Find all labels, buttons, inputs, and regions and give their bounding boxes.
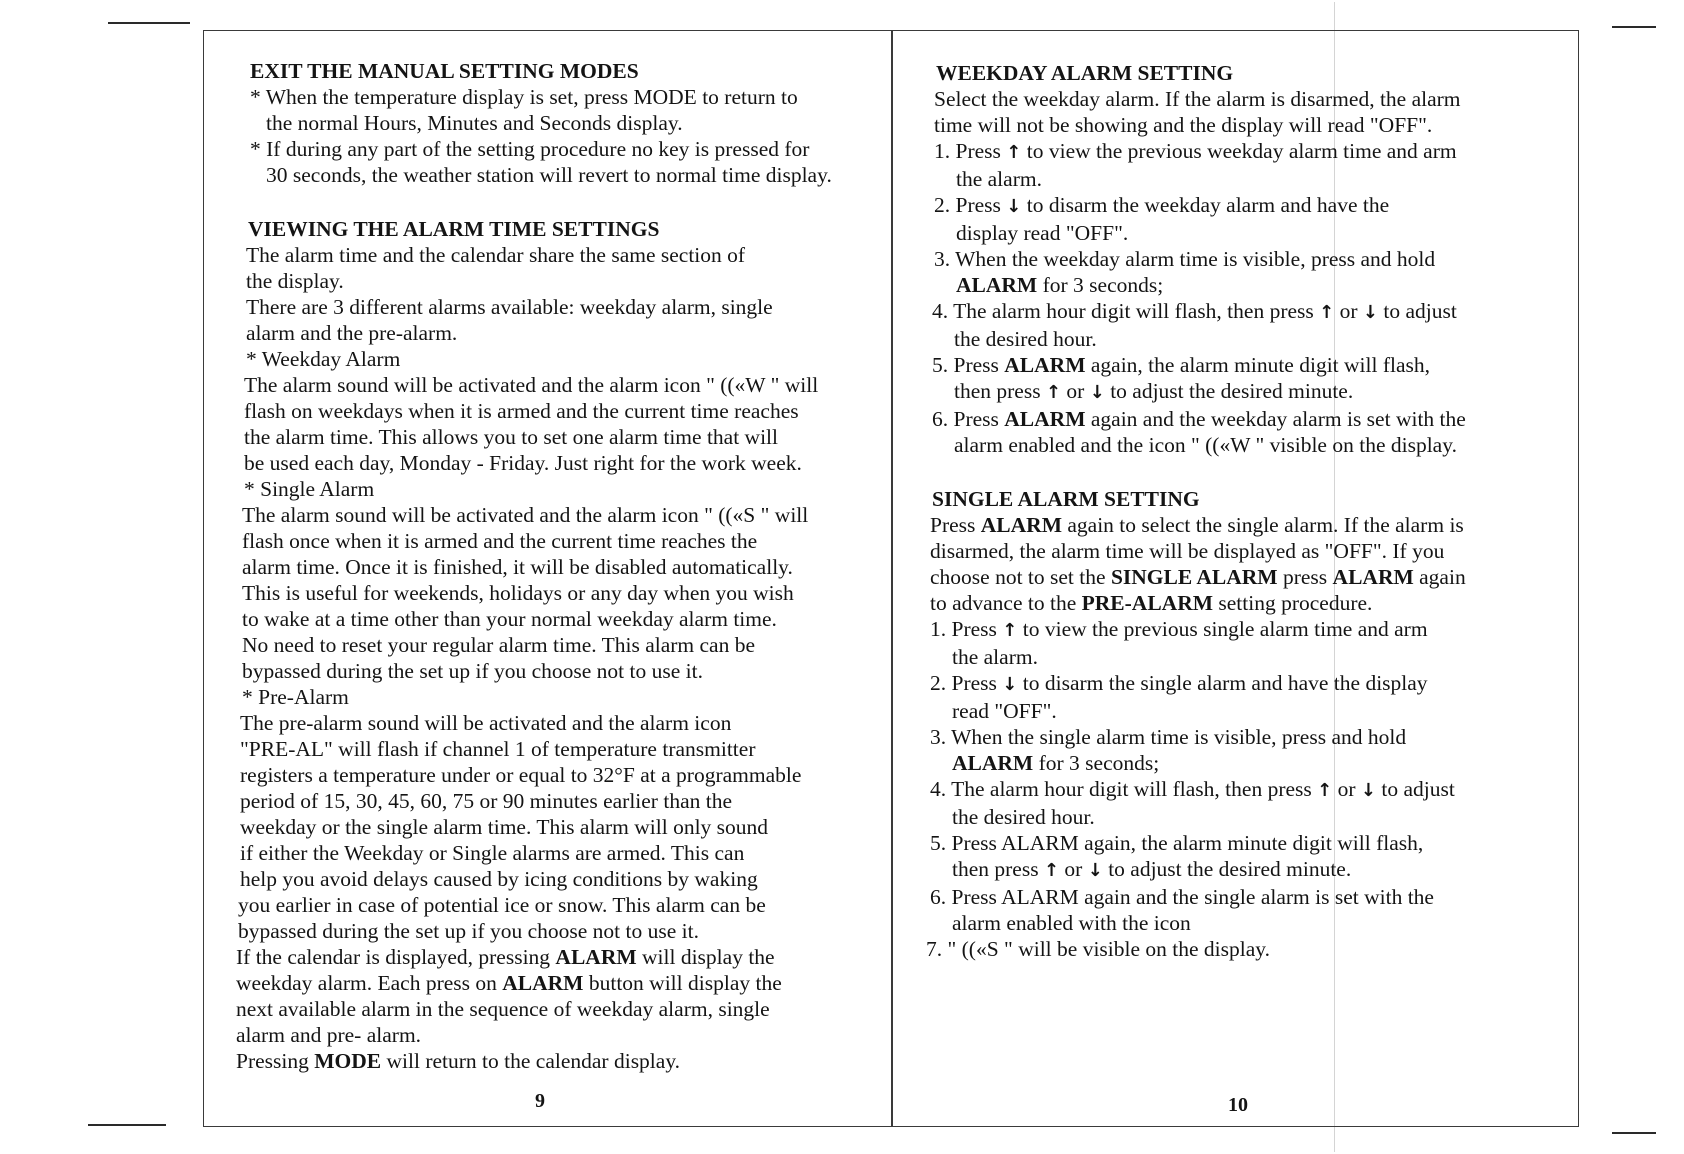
step-line: 5. Press ALARM again, the alarm minute digit will flash,	[932, 353, 1431, 377]
body-line: "PRE-AL" will flash if channel 1 of temperature transmitter	[240, 737, 756, 761]
body-line: the alarm time. This allows you to set one alarm time that will	[244, 425, 779, 449]
body-line: help you avoid delays caused by icing conditions by waking	[240, 867, 758, 891]
down-arrow-icon: ↓	[1087, 860, 1103, 881]
body-line: registers a temperature under or equal to 32°F at a programmable	[240, 763, 802, 787]
step-line: ALARM for 3 seconds;	[952, 751, 1160, 775]
page-number-left: 9	[535, 1090, 545, 1112]
body-line: The alarm sound will be activated and the alarm icon " ((«S " will	[242, 503, 809, 527]
page-gutter	[891, 30, 893, 1127]
step-line: the desired hour.	[954, 327, 1097, 351]
body-line: to advance to the PRE-ALARM setting procedure.	[930, 591, 1373, 615]
body-line: The pre-alarm sound will be activated and the alarm icon	[240, 711, 732, 735]
body-line: The alarm sound will be activated and the alarm icon " ((«W " will	[244, 373, 819, 397]
crop-mark-bottom-right	[1612, 1132, 1656, 1134]
step-line: then press ↑ or ↓ to adjust the desired minute.	[954, 379, 1354, 403]
subheading-single-alarm: * Single Alarm	[244, 477, 375, 501]
body-line: next available alarm in the sequence of weekday alarm, single	[236, 997, 770, 1021]
body-line: weekday or the single alarm time. This alarm will only sound	[240, 815, 769, 839]
body-line: period of 15, 30, 45, 60, 75 or 90 minutes earlier than the	[240, 789, 733, 813]
down-arrow-icon: ↓	[1006, 196, 1022, 217]
body-line: flash on weekdays when it is armed and the current time reaches	[244, 399, 799, 423]
crop-mark-top-left	[108, 22, 190, 24]
bullet-line: * When the temperature display is set, press MODE to return to	[250, 85, 798, 109]
body-line: time will not be showing and the display will read "OFF".	[934, 113, 1433, 137]
heading-single-alarm-setting: SINGLE ALARM SETTING	[932, 487, 1200, 511]
bullet-line: the normal Hours, Minutes and Seconds display.	[266, 111, 683, 135]
step-line: 7. " ((«S " will be visible on the display.	[926, 937, 1270, 961]
step-line: alarm enabled with the icon	[952, 911, 1191, 935]
up-arrow-icon: ↑	[1043, 860, 1060, 881]
left-page-content	[236, 58, 876, 1074]
body-line: bypassed during the set up if you choose not to use it.	[238, 919, 699, 943]
step-line: 3. When the weekday alarm time is visible, press and hold	[934, 247, 1436, 271]
heading-viewing-alarm-time: VIEWING THE ALARM TIME SETTINGS	[248, 217, 660, 241]
body-line: flash once when it is armed and the current time reaches the	[242, 529, 758, 553]
bullet-line: 30 seconds, the weather station will revert to normal time display.	[266, 163, 832, 187]
step-line: 4. The alarm hour digit will flash, then press ↑ or ↓ to adjust	[932, 299, 1457, 323]
step-line: 1. Press ↑ to view the previous single alarm time and arm	[930, 617, 1428, 641]
body-line: There are 3 different alarms available: weekday alarm, single	[246, 295, 773, 319]
down-arrow-icon: ↓	[1002, 674, 1018, 695]
body-line: If the calendar is displayed, pressing ALARM will display the	[236, 945, 775, 969]
body-line: if either the Weekday or Single alarms are armed. This can	[240, 841, 745, 865]
step-line: then press ↑ or ↓ to adjust the desired minute.	[952, 857, 1352, 881]
down-arrow-icon: ↓	[1360, 780, 1376, 801]
body-line: Press ALARM again to select the single alarm. If the alarm is	[930, 513, 1464, 537]
body-line: alarm and the pre-alarm.	[246, 321, 458, 345]
body-line: alarm and pre- alarm.	[236, 1023, 422, 1047]
body-line: This is useful for weekends, holidays or any day when you wish	[242, 581, 794, 605]
step-line: alarm enabled and the icon " ((«W " visible on the display.	[954, 433, 1457, 457]
body-line: the display.	[246, 269, 344, 293]
step-line: the alarm.	[956, 167, 1042, 191]
heading-weekday-alarm-setting: WEEKDAY ALARM SETTING	[936, 61, 1234, 85]
heading-exit-manual-setting: EXIT THE MANUAL SETTING MODES	[250, 59, 639, 83]
body-line: bypassed during the set up if you choose not to use it.	[242, 659, 703, 683]
step-line: 2. Press ↓ to disarm the single alarm and have the display	[930, 671, 1428, 695]
body-line: weekday alarm. Each press on ALARM button will display the	[236, 971, 782, 995]
body-line: No need to reset your regular alarm time. This alarm can be	[242, 633, 756, 657]
step-line: 6. Press ALARM again and the single alarm is set with the	[930, 885, 1434, 909]
bullet-line: * If during any part of the setting procedure no key is pressed for	[250, 137, 810, 161]
body-line: Select the weekday alarm. If the alarm is disarmed, the alarm	[934, 87, 1461, 111]
body-line: you earlier in case of potential ice or snow. This alarm can be	[238, 893, 766, 917]
body-line: to wake at a time other than your normal weekday alarm time.	[242, 607, 777, 631]
body-line: alarm time. Once it is finished, it will be disabled automatically.	[242, 555, 793, 579]
step-line: the alarm.	[952, 645, 1038, 669]
subheading-pre-alarm: * Pre-Alarm	[242, 685, 349, 709]
step-line: ALARM for 3 seconds;	[956, 273, 1164, 297]
subheading-weekday-alarm: * Weekday Alarm	[246, 347, 401, 371]
body-line: be used each day, Monday - Friday. Just right for the work week.	[244, 451, 802, 475]
up-arrow-icon: ↑	[1317, 780, 1333, 801]
up-arrow-icon: ↑	[1006, 142, 1022, 163]
body-line: Pressing MODE will return to the calendar display.	[236, 1049, 681, 1073]
body-line: The alarm time and the calendar share the same section of	[246, 243, 746, 267]
step-line: 5. Press ALARM again, the alarm minute digit will flash,	[930, 831, 1424, 855]
right-page-content	[926, 60, 1570, 962]
crop-mark-bottom-left	[88, 1124, 166, 1126]
body-line: disarmed, the alarm time will be displayed as "OFF". If you	[930, 539, 1445, 563]
body-line: choose not to set the SINGLE ALARM press ALARM again	[930, 565, 1466, 589]
step-line: 3. When the single alarm time is visible, press and hold	[930, 725, 1407, 749]
step-line: display read "OFF".	[956, 221, 1129, 245]
crop-mark-top-right	[1612, 26, 1656, 28]
step-line: read "OFF".	[952, 699, 1057, 723]
down-arrow-icon: ↓	[1362, 302, 1378, 323]
step-line: the desired hour.	[952, 805, 1095, 829]
step-line: 6. Press ALARM again and the weekday alarm is set with the	[932, 407, 1466, 431]
page-number-right: 10	[1228, 1094, 1248, 1116]
step-line: 1. Press ↑ to view the previous weekday alarm time and arm	[934, 139, 1457, 163]
down-arrow-icon: ↓	[1089, 382, 1105, 403]
step-line: 2. Press ↓ to disarm the weekday alarm and have the	[934, 193, 1390, 217]
up-arrow-icon: ↑	[1319, 302, 1335, 323]
step-line: 4. The alarm hour digit will flash, then press ↑ or ↓ to adjust	[930, 777, 1455, 801]
up-arrow-icon: ↑	[1002, 620, 1018, 641]
up-arrow-icon: ↑	[1045, 382, 1062, 403]
